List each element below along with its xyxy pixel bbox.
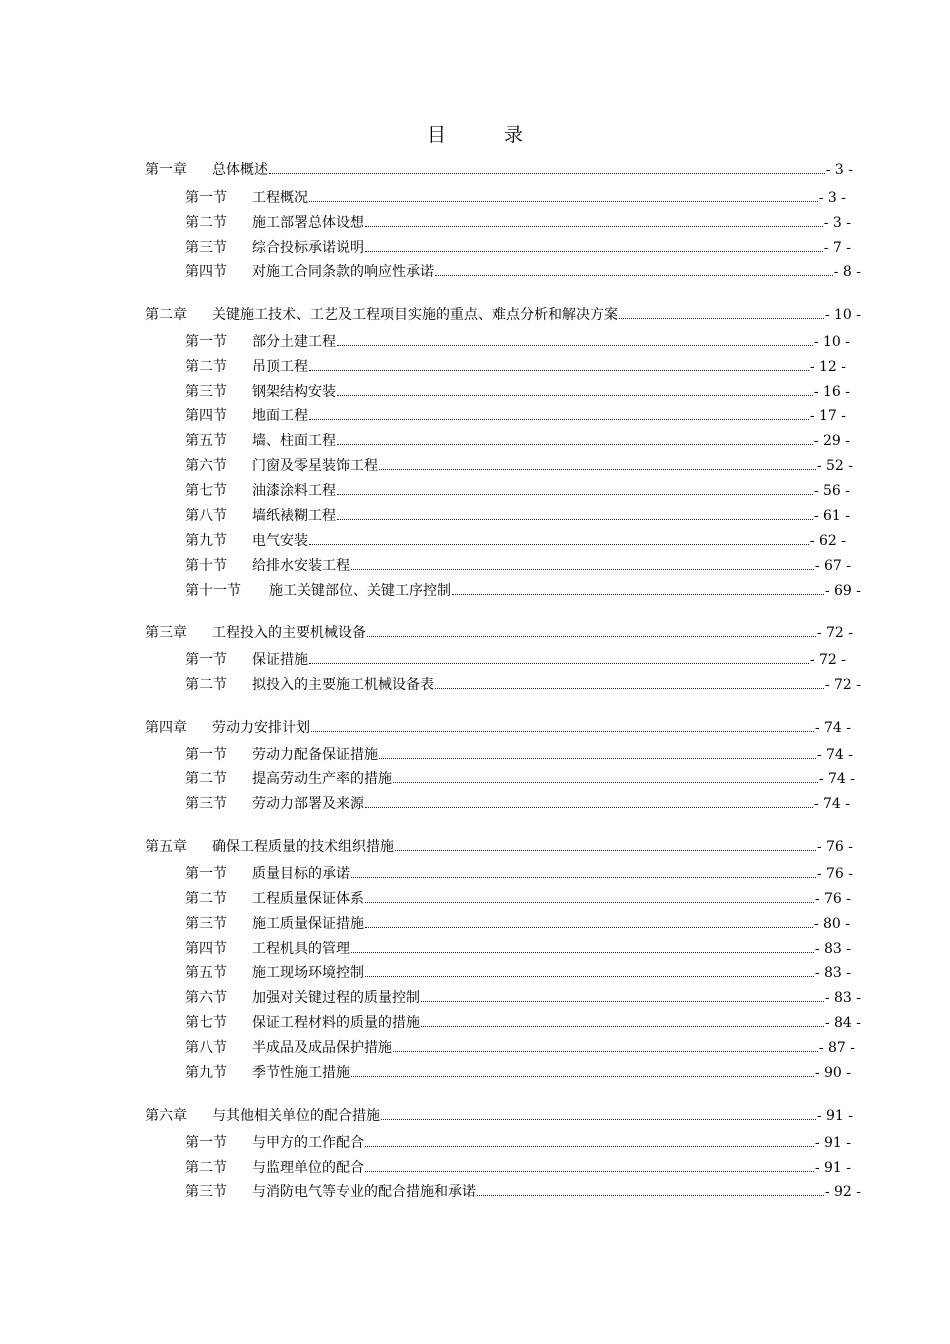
toc-entry-page: - 72 - bbox=[816, 625, 853, 641]
toc-entry-number: 第二节 bbox=[185, 891, 227, 907]
toc-entry-title: 劳动力安排计划 bbox=[212, 720, 310, 736]
toc-entry-page: - 83 - bbox=[824, 990, 861, 1006]
toc-entry-number: 第八节 bbox=[185, 1040, 227, 1056]
toc-leader-dots bbox=[309, 650, 809, 664]
toc-leader-dots bbox=[393, 769, 818, 783]
toc-chapter-entry[interactable] bbox=[145, 623, 853, 643]
toc-leader-dots bbox=[351, 1063, 814, 1077]
toc-entry-page: - 72 - bbox=[809, 652, 846, 668]
toc-section-entry[interactable] bbox=[185, 506, 850, 526]
toc-entry-title: 吊顶工程 bbox=[252, 359, 308, 375]
toc-entry-page: - 84 - bbox=[824, 1015, 861, 1031]
toc-leader-dots bbox=[337, 481, 813, 495]
toc-section-entry[interactable] bbox=[185, 914, 850, 934]
toc-section-entry[interactable] bbox=[185, 456, 853, 476]
toc-section-entry[interactable] bbox=[185, 889, 851, 909]
toc-section-entry[interactable] bbox=[185, 794, 850, 814]
toc-entry-number: 第六节 bbox=[185, 990, 227, 1006]
toc-entry-page: - 3 - bbox=[823, 215, 851, 231]
toc-entry-page: - 92 - bbox=[824, 1184, 861, 1200]
toc-leader-dots bbox=[365, 963, 814, 977]
toc-entry-title: 与其他相关单位的配合措施 bbox=[212, 1108, 380, 1124]
toc-leader-dots bbox=[477, 1182, 824, 1196]
toc-leader-dots bbox=[393, 1038, 818, 1052]
toc-leader-dots bbox=[309, 531, 809, 545]
toc-entry-page: - 74 - bbox=[818, 771, 855, 787]
toc-section-entry[interactable] bbox=[185, 188, 846, 208]
toc-entry-page: - 91 - bbox=[816, 1108, 853, 1124]
toc-entry-page: - 62 - bbox=[809, 533, 846, 549]
toc-leader-dots bbox=[395, 837, 816, 851]
toc-section-entry[interactable] bbox=[185, 1063, 851, 1083]
toc-entry-title: 总体概述 bbox=[212, 162, 268, 178]
toc-entry-number: 第五节 bbox=[185, 965, 227, 981]
toc-entry-page: - 83 - bbox=[814, 941, 851, 957]
toc-leader-dots bbox=[367, 623, 816, 637]
toc-leader-dots bbox=[337, 382, 813, 396]
toc-leader-dots bbox=[365, 914, 813, 928]
toc-leader-dots bbox=[435, 675, 824, 689]
toc-entry-number: 第四章 bbox=[145, 720, 187, 736]
toc-entry-page: - 74 - bbox=[816, 747, 853, 763]
toc-entry-title: 保证工程材料的质量的措施 bbox=[252, 1015, 420, 1031]
toc-leader-dots bbox=[365, 1158, 814, 1172]
toc-entry-title: 工程概况 bbox=[252, 190, 308, 206]
toc-entry-title: 油漆涂料工程 bbox=[252, 483, 336, 499]
toc-entry-number: 第一节 bbox=[185, 652, 227, 668]
toc-section-entry[interactable] bbox=[185, 406, 846, 426]
toc-leader-dots bbox=[337, 431, 813, 445]
toc-entry-number: 第一节 bbox=[185, 190, 227, 206]
toc-entry-page: - 10 - bbox=[813, 334, 850, 350]
toc-entry-number: 第九节 bbox=[185, 533, 227, 549]
toc-leader-dots bbox=[365, 1133, 814, 1147]
toc-section-entry[interactable] bbox=[185, 332, 850, 352]
toc-entry-page: - 10 - bbox=[824, 307, 861, 323]
toc-entry-page: - 16 - bbox=[813, 384, 850, 400]
toc-entry-page: - 74 - bbox=[813, 796, 850, 812]
toc-entry-page: - 76 - bbox=[814, 891, 851, 907]
toc-section-entry[interactable] bbox=[185, 481, 850, 501]
toc-entry-title: 门窗及零星装饰工程 bbox=[252, 458, 378, 474]
toc-section-entry[interactable] bbox=[185, 431, 850, 451]
toc-section-entry[interactable] bbox=[185, 864, 853, 884]
toc-entry-page: - 91 - bbox=[814, 1135, 851, 1151]
toc-section-entry[interactable] bbox=[185, 1182, 861, 1202]
toc-section-entry[interactable] bbox=[185, 213, 851, 233]
toc-entry-number: 第四节 bbox=[185, 941, 227, 957]
toc-entry-page: - 61 - bbox=[813, 508, 850, 524]
toc-entry-page: - 83 - bbox=[814, 965, 851, 981]
toc-entry-title: 部分土建工程 bbox=[252, 334, 336, 350]
toc-entry-number: 第一节 bbox=[185, 1135, 227, 1151]
toc-entry-page: - 69 - bbox=[824, 583, 861, 599]
toc-leader-dots bbox=[365, 238, 823, 252]
toc-entry-number: 第七节 bbox=[185, 483, 227, 499]
toc-entry-number: 第七节 bbox=[185, 1015, 227, 1031]
toc-entry-title: 给排水安装工程 bbox=[252, 558, 350, 574]
toc-section-entry[interactable] bbox=[185, 382, 850, 402]
toc-entry-title: 提高劳动生产率的措施 bbox=[252, 771, 392, 787]
toc-section-entry[interactable] bbox=[185, 650, 846, 670]
toc-entry-title: 确保工程质量的技术组织措施 bbox=[212, 839, 394, 855]
toc-leader-dots bbox=[269, 160, 825, 174]
toc-leader-dots bbox=[309, 406, 809, 420]
toc-entry-title: 施工质量保证措施 bbox=[252, 916, 364, 932]
toc-entry-title: 对施工合同条款的响应性承诺 bbox=[252, 264, 434, 280]
toc-entry-page: - 72 - bbox=[824, 677, 861, 693]
toc-leader-dots bbox=[365, 794, 813, 808]
toc-leader-dots bbox=[351, 864, 816, 878]
toc-entry-number: 第二节 bbox=[185, 215, 227, 231]
toc-entry-number: 第五章 bbox=[145, 839, 187, 855]
toc-entry-number: 第六章 bbox=[145, 1108, 187, 1124]
toc-entry-title: 钢架结构安装 bbox=[252, 384, 336, 400]
toc-section-entry[interactable] bbox=[185, 1013, 861, 1033]
toc-chapter-entry[interactable] bbox=[145, 1106, 853, 1126]
toc-entry-title: 工程质量保证体系 bbox=[252, 891, 364, 907]
toc-leader-dots bbox=[619, 305, 824, 319]
toc-section-entry[interactable] bbox=[185, 531, 846, 551]
toc-entry-title: 工程机具的管理 bbox=[252, 941, 350, 957]
toc-entry-number: 第三节 bbox=[185, 240, 227, 256]
toc-leader-dots bbox=[351, 939, 814, 953]
toc-entry-title: 墙、柱面工程 bbox=[252, 433, 336, 449]
toc-entry-number: 第四节 bbox=[185, 408, 227, 424]
toc-entry-page: - 67 - bbox=[814, 558, 851, 574]
toc-entry-page: - 76 - bbox=[816, 839, 853, 855]
toc-leader-dots bbox=[435, 262, 833, 276]
toc-leader-dots bbox=[421, 1013, 824, 1027]
toc-chapter-entry[interactable] bbox=[145, 305, 861, 325]
toc-entry-title: 劳动力配备保证措施 bbox=[252, 747, 378, 763]
toc-entry-number: 第六节 bbox=[185, 458, 227, 474]
toc-entry-number: 第一节 bbox=[185, 866, 227, 882]
toc-entry-number: 第二节 bbox=[185, 359, 227, 375]
toc-entry-title: 施工部署总体设想 bbox=[252, 215, 364, 231]
toc-entry-page: - 91 - bbox=[814, 1160, 851, 1176]
toc-entry-number: 第一章 bbox=[145, 162, 187, 178]
toc-leader-dots bbox=[421, 988, 824, 1002]
toc-leader-dots bbox=[309, 188, 818, 202]
toc-chapter-entry[interactable] bbox=[145, 160, 853, 180]
toc-leader-dots bbox=[311, 718, 814, 732]
toc-entry-title: 与监理单位的配合 bbox=[252, 1160, 364, 1176]
toc-section-entry[interactable] bbox=[185, 1133, 851, 1153]
toc-section-entry[interactable] bbox=[185, 1038, 855, 1058]
toc-section-entry[interactable] bbox=[185, 939, 851, 959]
toc-chapter-entry[interactable] bbox=[145, 718, 851, 738]
toc-section-entry[interactable] bbox=[185, 988, 861, 1008]
toc-section-entry[interactable] bbox=[185, 238, 851, 258]
toc-entry-number: 第三章 bbox=[145, 625, 187, 641]
toc-entry-number: 第二节 bbox=[185, 1160, 227, 1176]
toc-entry-title: 与消防电气等专业的配合措施和承诺 bbox=[252, 1184, 476, 1200]
toc-entry-page: - 12 - bbox=[809, 359, 846, 375]
toc-entry-title: 保证措施 bbox=[252, 652, 308, 668]
toc-leader-dots bbox=[381, 1106, 816, 1120]
toc-leader-dots bbox=[365, 889, 814, 903]
toc-entry-page: - 52 - bbox=[816, 458, 853, 474]
toc-entry-number: 第一节 bbox=[185, 747, 227, 763]
toc-section-entry[interactable] bbox=[185, 675, 861, 695]
toc-entry-title: 地面工程 bbox=[252, 408, 308, 424]
toc-section-entry[interactable] bbox=[185, 963, 851, 983]
toc-entry-page: - 29 - bbox=[813, 433, 850, 449]
toc-entry-page: - 90 - bbox=[814, 1065, 851, 1081]
toc-title: 目 录 bbox=[426, 124, 550, 146]
toc-entry-page: - 87 - bbox=[818, 1040, 855, 1056]
toc-entry-number: 第二章 bbox=[145, 307, 187, 323]
toc-chapter-entry[interactable] bbox=[145, 837, 853, 857]
toc-entry-title: 拟投入的主要施工机械设备表 bbox=[252, 677, 434, 693]
toc-leader-dots bbox=[309, 357, 809, 371]
toc-leader-dots bbox=[379, 456, 816, 470]
toc-section-entry[interactable] bbox=[185, 357, 846, 377]
toc-entry-title: 加强对关键过程的质量控制 bbox=[252, 990, 420, 1006]
toc-leader-dots bbox=[452, 581, 824, 595]
toc-entry-title: 与甲方的工作配合 bbox=[252, 1135, 364, 1151]
toc-entry-number: 第一节 bbox=[185, 334, 227, 350]
toc-entry-number: 第二节 bbox=[185, 677, 227, 693]
toc-entry-title: 季节性施工措施 bbox=[252, 1065, 350, 1081]
toc-entry-number: 第五节 bbox=[185, 433, 227, 449]
toc-entry-number: 第八节 bbox=[185, 508, 227, 524]
toc-entry-number: 第九节 bbox=[185, 1065, 227, 1081]
toc-leader-dots bbox=[365, 213, 823, 227]
toc-entry-number: 第十节 bbox=[185, 558, 227, 574]
toc-entry-page: - 56 - bbox=[813, 483, 850, 499]
toc-entry-page: - 8 - bbox=[833, 264, 861, 280]
toc-entry-number: 第三节 bbox=[185, 796, 227, 812]
toc-entry-title: 电气安装 bbox=[252, 533, 308, 549]
toc-section-entry[interactable] bbox=[185, 769, 855, 789]
toc-entry-title: 施工关键部位、关键工序控制 bbox=[269, 583, 451, 599]
toc-entry-page: - 80 - bbox=[813, 916, 850, 932]
toc-entry-title: 关键施工技术、工艺及工程项目实施的重点、难点分析和解决方案 bbox=[212, 307, 618, 323]
toc-entry-number: 第二节 bbox=[185, 771, 227, 787]
toc-entry-title: 工程投入的主要机械设备 bbox=[212, 625, 366, 641]
toc-entry-page: - 3 - bbox=[818, 190, 846, 206]
toc-entry-number: 第十一节 bbox=[185, 583, 241, 599]
toc-section-entry[interactable] bbox=[185, 1158, 851, 1178]
toc-entry-number: 第四节 bbox=[185, 264, 227, 280]
toc-entry-title: 半成品及成品保护措施 bbox=[252, 1040, 392, 1056]
toc-entry-page: - 76 - bbox=[816, 866, 853, 882]
toc-section-entry[interactable] bbox=[185, 556, 851, 576]
toc-entry-title: 综合投标承诺说明 bbox=[252, 240, 364, 256]
toc-entry-number: 第三节 bbox=[185, 384, 227, 400]
toc-entry-page: - 17 - bbox=[809, 408, 846, 424]
toc-section-entry[interactable] bbox=[185, 262, 861, 282]
toc-entry-title: 墙纸裱糊工程 bbox=[252, 508, 336, 524]
toc-entry-number: 第三节 bbox=[185, 1184, 227, 1200]
toc-leader-dots bbox=[337, 506, 813, 520]
toc-leader-dots bbox=[379, 745, 816, 759]
toc-entry-page: - 74 - bbox=[814, 720, 851, 736]
toc-leader-dots bbox=[337, 332, 813, 346]
toc-entry-title: 施工现场环境控制 bbox=[252, 965, 364, 981]
toc-entry-title: 质量目标的承诺 bbox=[252, 866, 350, 882]
toc-leader-dots bbox=[351, 556, 814, 570]
toc-section-entry[interactable] bbox=[185, 581, 861, 601]
toc-entry-page: - 3 - bbox=[825, 162, 853, 178]
toc-entry-title: 劳动力部署及来源 bbox=[252, 796, 364, 812]
toc-entry-page: - 7 - bbox=[823, 240, 851, 256]
toc-section-entry[interactable] bbox=[185, 745, 853, 765]
toc-entry-number: 第三节 bbox=[185, 916, 227, 932]
